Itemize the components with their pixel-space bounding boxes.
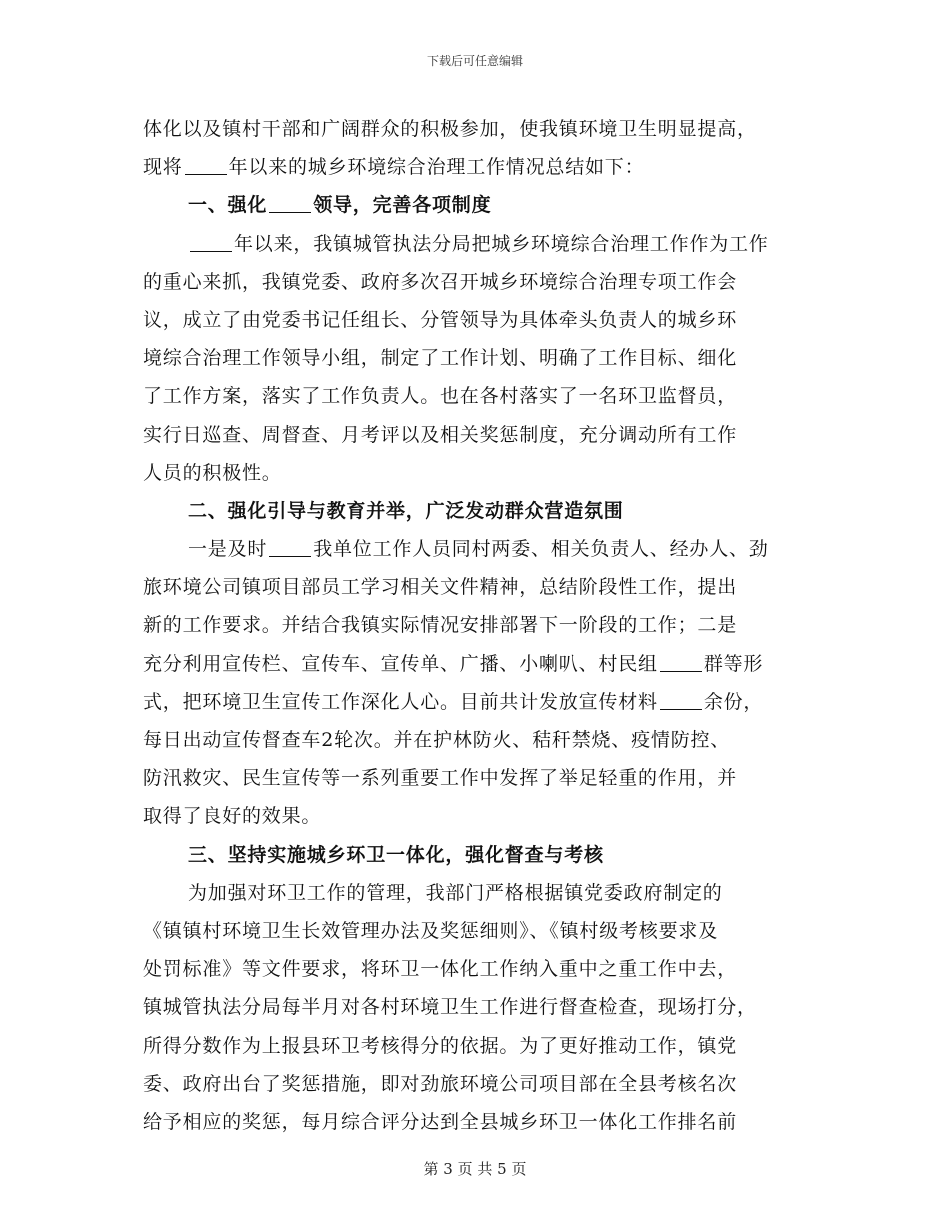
- paragraph-line: [143, 301, 807, 339]
- text-run: 为加强对环卫工作的管理，我部门严格根据镇党委政府制定的: [188, 881, 723, 904]
- paragraph-line: [143, 950, 807, 988]
- text-run: 领导，完善各项制度: [313, 194, 492, 217]
- text-run: 每日出动宣传督查车2轮次。并在护林防火、秸秆禁烧、疫情防控、: [143, 729, 731, 751]
- paragraph-line: [143, 1027, 807, 1065]
- paragraph-line: [143, 1103, 807, 1141]
- paragraph-line: [143, 339, 807, 377]
- paragraph-line: [143, 530, 807, 568]
- paragraph-line: [143, 988, 807, 1026]
- paragraph-line: [143, 263, 807, 301]
- fill-in-blank: [660, 693, 702, 710]
- text-run: 我单位工作人员同村两委、相关负责人、经办人、劲: [313, 538, 769, 561]
- paragraph-line: [143, 606, 807, 644]
- paragraph-line: [143, 721, 807, 759]
- text-run: 的重心来抓，我镇党委、政府多次召开城乡环境综合治理专项工作会: [143, 270, 738, 293]
- text-run: 镇城管执法分局每半月对各村环境卫生工作进行督查检查，现场打分，: [143, 996, 757, 1019]
- text-run: 旅环境公司镇项目部员工学习相关文件精神，总结阶段性工作，提出: [143, 576, 738, 599]
- section-heading: [143, 836, 807, 874]
- paragraph-line: [143, 912, 807, 950]
- text-run: 充分利用宣传栏、宣传车、宣传单、广播、小喇叭、村民组: [143, 652, 658, 675]
- text-run: 一、强化: [188, 194, 268, 217]
- paragraph-line: [143, 377, 807, 415]
- text-run: 年以来，我镇城管执法分局把城乡环境综合治理工作作为工作: [234, 232, 769, 255]
- fill-in-blank: [269, 196, 311, 213]
- text-run: 新的工作要求。并结合我镇实际情况安排部署下一阶段的工作；二是: [143, 614, 738, 637]
- paragraph-line: [143, 1065, 807, 1103]
- text-run: 所得分数作为上报县环卫考核得分的依据。为了更好推动工作，镇党: [143, 1034, 738, 1057]
- text-run: 《镇镇村环境卫生长效管理办法及奖惩细则》、《镇村级考核要求及: [143, 919, 719, 942]
- paragraph-line: [143, 683, 807, 721]
- text-run: 实行日巡查、周督查、月考评以及相关奖惩制度，充分调动所有工作: [143, 423, 738, 446]
- paragraph-line: [143, 225, 807, 263]
- text-run: 一是及时: [188, 538, 268, 561]
- text-run: 年以来的城乡环境综合治理工作情况总结如下：: [228, 156, 645, 179]
- text-run: 式，把环境卫生宣传工作深化人心。目前共计发放宣传材料: [143, 690, 658, 713]
- fill-in-blank: [269, 540, 311, 557]
- text-run: 余份，: [703, 690, 764, 713]
- page-header-note: 下载后可任意编辑: [426, 54, 523, 68]
- paragraph-line: [143, 874, 807, 912]
- text-run: 防汛救灾、民生宣传等一系列重要工作中发挥了举足轻重的作用，并: [143, 767, 738, 790]
- text-run: 议，成立了由党委书记任组长、分管领导为具体牵头负责人的城乡环: [143, 308, 738, 331]
- fill-in-blank: [190, 235, 232, 252]
- text-run: 群等形: [703, 652, 764, 675]
- text-run: 境综合治理工作领导小组，制定了工作计划、明确了工作目标、细化: [143, 347, 738, 370]
- text-run: 委、政府出台了奖惩措施，即对劲旅环境公司项目部在全县考核名次: [143, 1072, 738, 1095]
- text-run: 体化以及镇村干部和广阔群众的积极参加，使我镇环境卫生明显提高，: [143, 118, 757, 140]
- paragraph-line: [143, 148, 807, 186]
- text-run: 处罚标准》等文件要求，将环卫一体化工作纳入重中之重工作中去，: [143, 958, 738, 981]
- section-heading: [143, 186, 807, 224]
- text-run: 二、强化引导与教育并举，广泛发动群众营造氛围: [188, 499, 624, 522]
- text-run: 三、坚持实施城乡环卫一体化，强化督查与考核: [188, 843, 604, 866]
- text-run: 给予相应的奖惩，每月综合评分达到全县城乡环卫一体化工作排名前: [143, 1110, 738, 1133]
- paragraph-line: [143, 797, 807, 835]
- page-footer-number: 第 3 页 共 5 页: [423, 1160, 527, 1178]
- fill-in-blank: [660, 655, 702, 672]
- document-body: [143, 110, 807, 1141]
- paragraph-line: [143, 645, 807, 683]
- text-run: 取得了良好的效果。: [143, 805, 322, 828]
- paragraph-line: [143, 759, 807, 797]
- text-run: 现将: [143, 156, 183, 179]
- text-run: 人员的积极性。: [143, 461, 282, 484]
- fill-in-blank: [185, 158, 227, 175]
- section-heading: [143, 492, 807, 530]
- text-run: 了工作方案，落实了工作负责人。也在各村落实了一名环卫监督员，: [143, 385, 738, 408]
- paragraph-line: [143, 416, 807, 454]
- paragraph-line: [143, 454, 807, 492]
- paragraph-line: [143, 110, 807, 148]
- paragraph-line: [143, 568, 807, 606]
